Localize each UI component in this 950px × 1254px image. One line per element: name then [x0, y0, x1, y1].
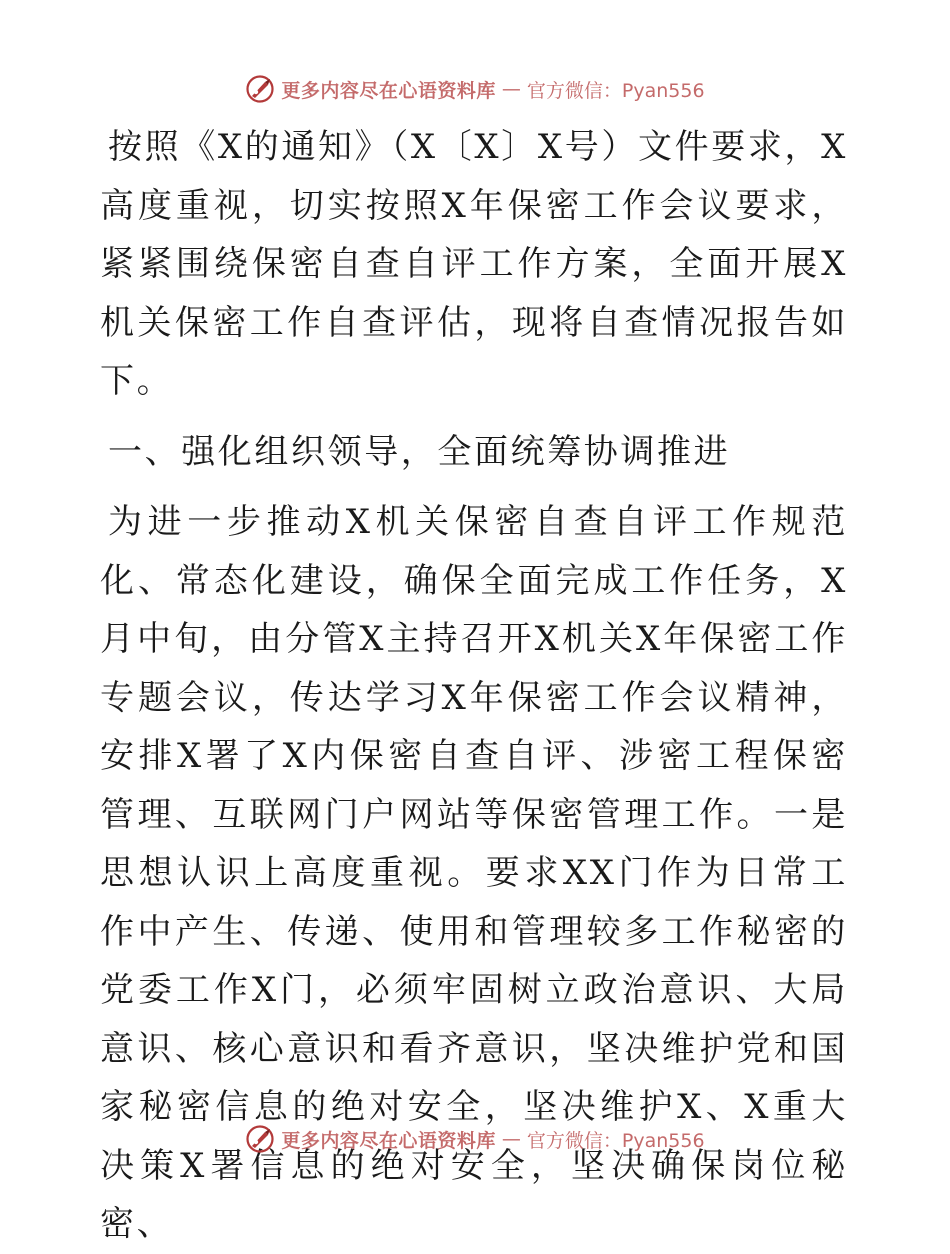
paragraph-intro: 按照《X的通知》（X〔X〕X号）文件要求，X高度重视，切实按照X年保密工作会议要求，紧紧围绕保密自查自评工作方案，全面开展X机关保密工作自查评估，现将自查情况报告如下。 [100, 127, 848, 401]
quill-logo-icon [245, 74, 275, 104]
watermark-contact: 官方微信：Pyan556 [526, 79, 705, 102]
watermark-text: 更多内容尽在心语资料库 [281, 79, 496, 102]
document-body [100, 118, 848, 1254]
watermark-separator: — [501, 78, 521, 100]
watermark-footer [0, 1124, 950, 1154]
paragraph-section-1: 为进一步推动X机关保密自查自评工作规范化、常态化建设，确保全面完成工作任务，X月中旬，由分管X主持召开X机关X年保密工作专题会议，传达学习X年保密工作会议精神，安排X署了X内保密自查自评、涉密工程保密管理、互联网门户网站等保密管理工作。一是思想认识上高度重视。要求XX门作为日常工作中产生、传递、使用和管理较多工作秘密的党委工作X门，必须牢固树立政治意识、大局意识、核心意识和看齐意识，坚决维护党和国家秘密信息的绝对安全，坚决维护X、X重大决策X署信息的绝对安全，坚决确保岗位秘密、 [100, 502, 848, 1244]
quill-logo-icon [245, 1124, 275, 1154]
watermark-text: 更多内容尽在心语资料库 [281, 1129, 496, 1152]
section-heading-1: 一、强化组织领导，全面统筹协调推进 [108, 431, 731, 472]
watermark-separator: — [501, 1128, 521, 1150]
watermark-header [0, 74, 950, 104]
watermark-contact: 官方微信：Pyan556 [526, 1129, 705, 1152]
